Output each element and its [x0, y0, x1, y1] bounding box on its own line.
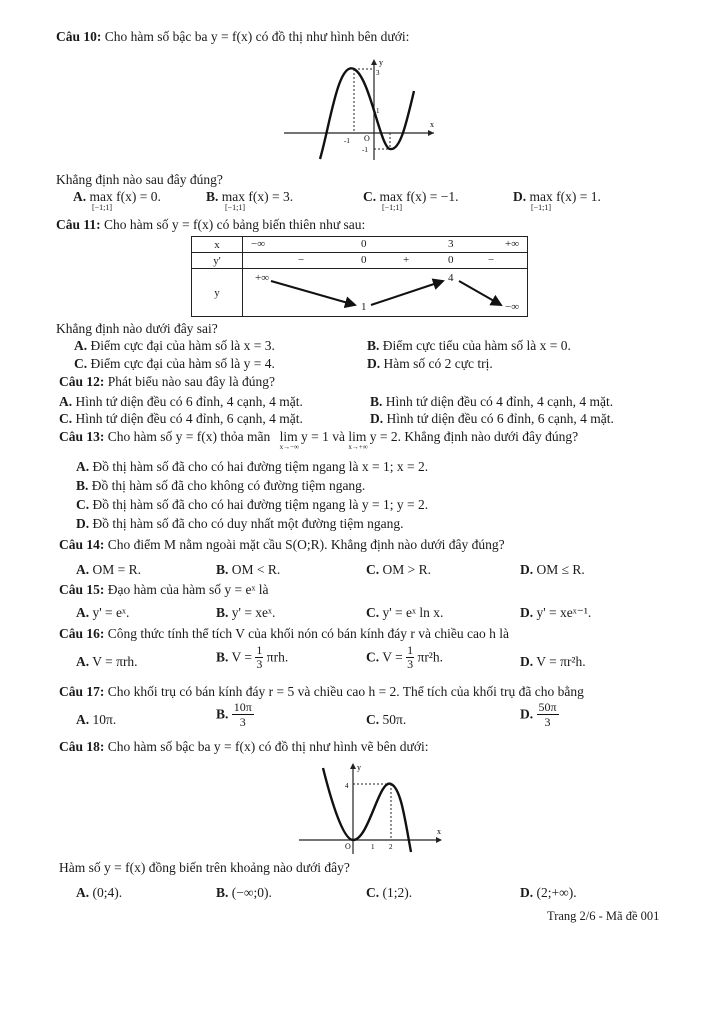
tick-minus1-x: -1	[344, 137, 350, 145]
vt-yprime-values: − 0 + 0 −	[243, 253, 528, 269]
q18-prompt: Hàm số y = f(x) đồng biến trên khoảng nào dưới đây?	[59, 860, 350, 875]
q12-option-c[interactable]: C. Hình tứ diện đều có 4 đỉnh, 6 cạnh, 4 mặt.	[59, 411, 303, 426]
q18-stem: Câu 18: Cho hàm số bậc ba y = f(x) có đồ thị như hình vẽ bên dưới:	[59, 739, 429, 754]
q18-option-c[interactable]: C. (1;2).	[366, 885, 413, 900]
q18-graph	[295, 760, 445, 855]
q15-option-a[interactable]: A. y' = eˣ.	[76, 605, 130, 620]
q16-option-b[interactable]: B. V = $\frac{1}{3}$ πrh.	[216, 643, 289, 671]
q15-option-d[interactable]: D. y' = xeˣ⁻¹.	[520, 605, 592, 620]
q18-option-b[interactable]: B. (−∞;0).	[216, 885, 272, 900]
q17-stem: Câu 17: Cho khối trụ có bán kính đáy r = 5 và chiều cao h = 2. Thể tích của khối trụ đã cho bằng	[59, 684, 584, 699]
q14-option-b[interactable]: B. OM < R.	[216, 562, 281, 577]
q12-stem: Câu 12: Phát biểu nào sau đây là đúng?	[59, 374, 275, 389]
q11-prompt: Khẳng định nào dưới đây sai?	[56, 321, 218, 336]
q11-option-b[interactable]: B. Điểm cực tiểu của hàm số là x = 0.	[367, 338, 571, 353]
origin: O	[345, 842, 351, 851]
q13-stem: Câu 13: Cho hàm số y = f(x) thỏa mãn lim y = 1 x→−∞ và lim y = 2. x→+∞ Khẳng định nào dưới đây đúng?	[59, 429, 579, 451]
vt-x-label: x	[192, 237, 243, 253]
q10-sub-c: [−1;1]	[382, 203, 403, 212]
q14-option-d[interactable]: D. OM ≤ R.	[520, 562, 585, 577]
q13-option-a[interactable]: A. Đồ thị hàm số đã cho có hai đường tiệm ngang là x = 1; x = 2.	[76, 459, 429, 474]
tick-1: 1	[376, 107, 380, 115]
tick-1: 1	[371, 843, 375, 851]
q12-option-b[interactable]: B. Hình tứ diện đều có 4 đỉnh, 4 cạnh, 4 mặt.	[370, 394, 614, 409]
q14-stem: Câu 14: Cho điểm M nằm ngoài mặt cầu S(O;R). Khẳng định nào dưới đây đúng?	[59, 537, 505, 552]
q18-option-d[interactable]: D. (2;+∞).	[520, 885, 577, 900]
q10-option-c[interactable]: C. max f(x) = −1.	[363, 189, 459, 204]
tick-minus1-y: -1	[362, 146, 368, 154]
q17-option-c[interactable]: C. 50π.	[366, 712, 407, 727]
q16-option-a[interactable]: A. V = πrh.	[76, 654, 138, 669]
tick-2: 2	[389, 843, 393, 851]
q18-option-a[interactable]: A. (0;4).	[76, 885, 123, 900]
q16-option-d[interactable]: D. V = πr²h.	[520, 654, 586, 669]
q10-option-d[interactable]: D. max f(x) = 1.	[513, 189, 601, 204]
q13-option-d[interactable]: D. Đồ thị hàm số đã cho có duy nhất một đường tiệm ngang.	[76, 516, 404, 531]
x-label: x	[430, 120, 434, 129]
q10-graph	[282, 55, 442, 165]
q17-option-b[interactable]: B. $\frac{10\pi}{3}$	[216, 700, 252, 729]
q13-option-c[interactable]: C. Đồ thị hàm số đã cho có hai đường tiệm ngang là y = 1; y = 2.	[76, 497, 429, 512]
x-axis-arrow	[436, 837, 442, 843]
variation-table	[191, 236, 528, 317]
q16-option-c[interactable]: C. V = $\frac{1}{3}$ πr²h.	[366, 643, 443, 671]
y-label: y	[357, 763, 361, 772]
q10-prompt: Khẳng định nào sau đây đúng?	[56, 172, 223, 187]
x-label: x	[437, 827, 441, 836]
tick-3: 3	[376, 69, 380, 77]
vt-arrows	[243, 269, 528, 317]
q10-option-a[interactable]: A. max f(x) = 0.	[73, 189, 161, 204]
origin: O	[364, 134, 370, 143]
q11-option-c[interactable]: C. Điểm cực đại của hàm số là y = 4.	[74, 356, 275, 371]
q10-option-b[interactable]: B. max f(x) = 3.	[206, 189, 294, 204]
q17-option-d[interactable]: D. $\frac{50\pi}{3}$	[520, 700, 557, 729]
q15-option-b[interactable]: B. y' = xeˣ.	[216, 605, 276, 620]
q11-stem: Câu 11: Cho hàm số y = f(x) có bảng biến thiên như sau:	[56, 217, 366, 232]
page-footer: Trang 2/6 - Mã đề 001	[547, 909, 660, 923]
q10-sub-a: [−1;1]	[92, 203, 113, 212]
q10-sub-d: [−1;1]	[531, 203, 552, 212]
q16-stem: Câu 16: Công thức tính thể tích V của khối nón có bán kính đáy r và chiều cao h là	[59, 626, 509, 641]
y-axis-arrow	[350, 763, 356, 769]
q11-option-a[interactable]: A. Điểm cực đại của hàm số là x = 3.	[74, 338, 275, 353]
vt-y-values: +∞ 1 4 −∞	[243, 269, 528, 317]
q10-sub-b: [−1;1]	[225, 203, 246, 212]
q12-option-d[interactable]: D. Hình tứ diện đều có 6 đỉnh, 6 cạnh, 4 mặt.	[370, 411, 614, 426]
q15-option-c[interactable]: C. y' = eˣ ln x.	[366, 605, 444, 620]
q10-stem: Câu 10: Cho hàm số bậc ba y = f(x) có đồ thị như hình bên dưới:	[56, 29, 410, 44]
q17-option-a[interactable]: A. 10π.	[76, 712, 117, 727]
q15-stem: Câu 15: Đạo hàm của hàm số y = eˣ là	[59, 582, 269, 597]
q14-option-c[interactable]: C. OM > R.	[366, 562, 431, 577]
q13-option-b[interactable]: B. Đồ thị hàm số đã cho không có đường tiệm ngang.	[76, 478, 366, 493]
q14-option-a[interactable]: A. OM = R.	[76, 562, 141, 577]
tick-4: 4	[345, 782, 349, 790]
vt-x-values: −∞ 0 3 +∞	[243, 237, 528, 253]
y-axis-arrow	[371, 59, 377, 65]
q11-option-d[interactable]: D. Hàm số có 2 cực trị.	[367, 356, 493, 371]
y-label: y	[379, 58, 383, 67]
vt-yprime-label: y'	[192, 253, 243, 269]
vt-y-label: y	[192, 269, 243, 317]
q12-option-a[interactable]: A. Hình tứ diện đều có 6 đỉnh, 4 cạnh, 4 mặt.	[59, 394, 303, 409]
x-axis-arrow	[428, 130, 434, 136]
